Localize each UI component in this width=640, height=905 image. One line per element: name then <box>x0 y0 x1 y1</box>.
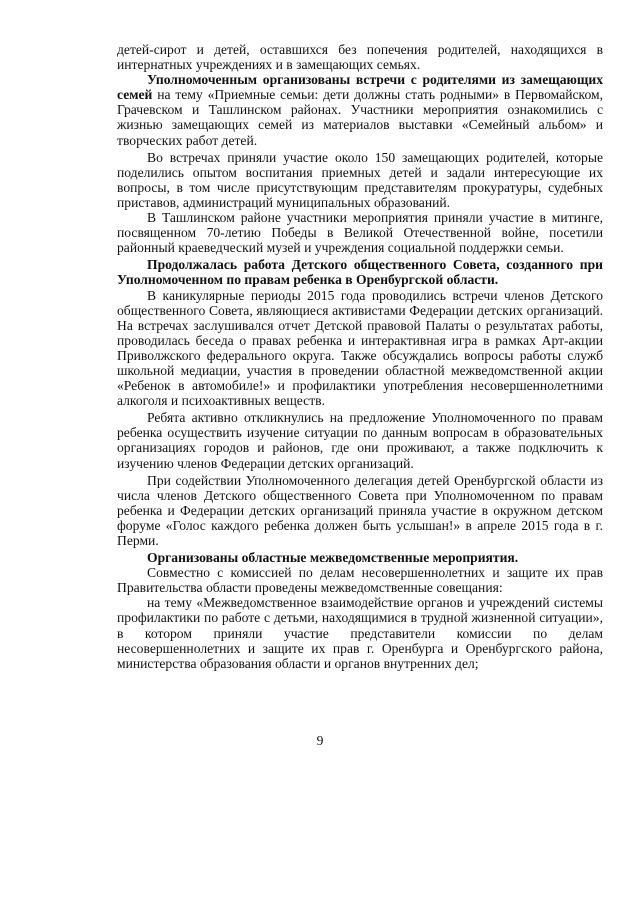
heading-interagency-events: Организованы областные межведомственные мероприятия. <box>147 550 519 566</box>
paragraph-delegation-forum: При содействии Уполномоченного делегация детей Оренбургской области из числа членов Детского общественного Совета при Уполномоченном по правам ребенка и Федерации детских организаций приняла участие в окружном детском форуме «Голос каждого ребенка должен быть услышан!» в апреле 2015 года в г. Перми. <box>117 472 603 548</box>
paragraph-foster-meetings-text: на тему «Приемные семьи: дети должны стать родными» в Первомайском, Грачевском и Ташлинском районах. Участники мероприятия ознакомились с жизнью замещающих семей из материалов выставки «Семейный альбом» и творческих работ детей. <box>117 87 603 148</box>
paragraph-tashla-district: В Ташлинском районе участники мероприятия приняли участие в митинге, посвященном 70-летию Победы в Великой Отечественной войне, посетили районный краеведческий музей и учреждения социальной поддержки семьи. <box>117 210 603 256</box>
document-body <box>117 42 603 671</box>
paragraph-meeting-topic: на тему «Межведомственное взаимодействие органов и учреждений системы профилактики по работе с детьми, находящимися в трудной жизненной ситуации», в котором приняли участие представители комиссии по делам несовершеннолетних и защите их прав г. Оренбурга и Оренбургского района, министерства образования области и органов внутренних дел; <box>117 595 603 671</box>
paragraph-participants: Во встречах приняли участие около 150 замещающих родителей, которые поделились опытом воспитания приемных детей и задали интересующие их вопросы, в том числе присутствующим представителям прокуратуры, судебных приставов, администраций муниципальных образований. <box>117 149 603 210</box>
paragraph-orphans-continuation: детей-сирот и детей, оставшихся без попечения родителей, находящихся в интернатных учреждениях и в замещающих семьях. <box>117 42 603 73</box>
paragraph-commission-meetings: Совместно с комиссией по делам несовершеннолетних и защите их прав Правительства области проведены межведомственные совещания: <box>117 565 603 596</box>
paragraph-foster-meetings <box>117 72 603 147</box>
page-number: 9 <box>316 733 324 748</box>
paragraph-council-meetings: В каникулярные периоды 2015 года проводились встречи членов Детского общественного Совета, являющиеся активистами Федерации детских организаций. На встречах заслушивался отчет Детской правовой Палаты о результатах работы, проводилась беседа о правах ребенка и интерактивная игра в рамках Арт-акции Приволжского федерального округа. Также обсуждались вопросы работы служб школьной медиации, участия в проведении областной межведомственной акции «Ребенок в автомобиле!» и профилактики употребления несовершеннолетними алкоголя и психоактивных веществ. <box>117 287 603 409</box>
paragraph-children-response: Ребята активно откликнулись на предложение Уполномоченного по правам ребенка осуществить изучение ситуации по данным вопросам в образовательных организациях городов и районов, где они проживают, а также подключить к изучению членов Федерации детских организаций. <box>117 410 603 471</box>
heading-children-council: Продолжалась работа Детского общественного Совета, созданного при Уполномоченном по правам ребенка в Оренбургской области. <box>117 257 603 288</box>
paragraph-foster-meetings-lead: Уполномоченным организованы встречи с родителями из замещающих семей <box>117 72 603 103</box>
